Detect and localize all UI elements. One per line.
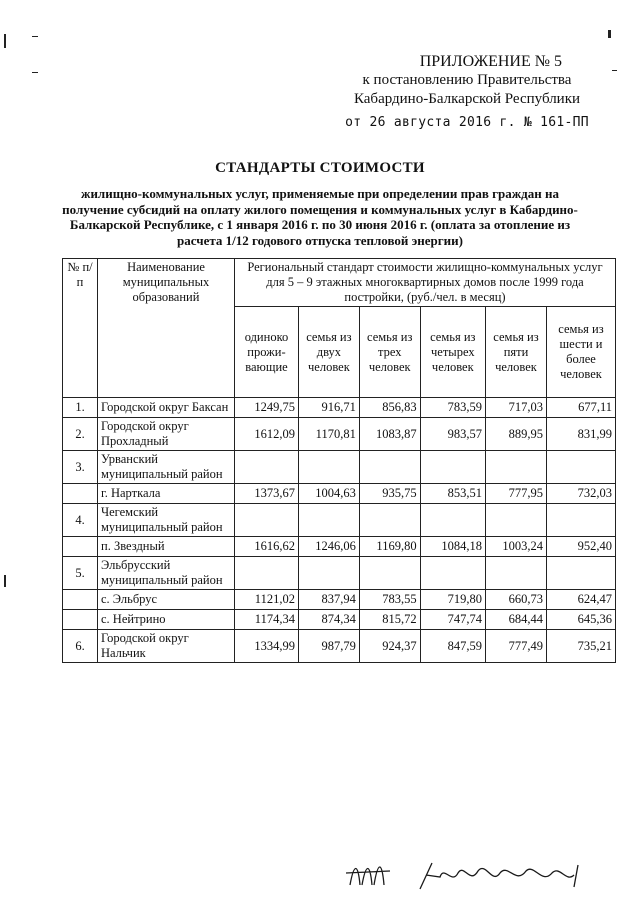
row-number xyxy=(63,484,98,504)
cost-value: 1616,62 xyxy=(235,537,299,557)
scan-mark xyxy=(4,575,6,587)
subcolumn-header: семья из трех человек xyxy=(359,307,420,398)
empty-cell xyxy=(486,504,547,537)
table-row xyxy=(63,451,616,484)
empty-cell xyxy=(420,451,485,484)
row-number: 1. xyxy=(63,398,98,418)
cost-value: 645,36 xyxy=(546,610,615,630)
table-row xyxy=(63,610,616,630)
subcolumn-header: одиноко прожи-вающие xyxy=(235,307,299,398)
table-row xyxy=(63,504,616,537)
municipality-name: Городской округ Баксан xyxy=(98,398,235,418)
cost-value: 735,21 xyxy=(546,630,615,663)
empty-cell xyxy=(235,451,299,484)
empty-cell xyxy=(420,557,485,590)
row-number: 6. xyxy=(63,630,98,663)
appendix-government: Кабардино-Балкарской Республики xyxy=(353,91,581,107)
cost-value: 983,57 xyxy=(420,418,485,451)
subcolumn-header: семья из пяти человек xyxy=(486,307,547,398)
municipality-name: Чегемский муниципальный район xyxy=(98,504,235,537)
scan-mark xyxy=(4,34,6,48)
empty-cell xyxy=(420,504,485,537)
cost-value: 1373,67 xyxy=(235,484,299,504)
appendix-header xyxy=(342,52,592,132)
cost-value: 684,44 xyxy=(486,610,547,630)
empty-cell xyxy=(298,504,359,537)
scan-mark xyxy=(612,70,617,71)
cost-value: 1249,75 xyxy=(235,398,299,418)
table-row xyxy=(63,537,616,557)
cost-value: 747,74 xyxy=(420,610,485,630)
subcolumn-header: семья из шести и более человек xyxy=(546,307,615,398)
row-number: 3. xyxy=(63,451,98,484)
cost-value: 815,72 xyxy=(359,610,420,630)
subcolumn-header: семья из двух человек xyxy=(298,307,359,398)
table-row xyxy=(63,630,616,663)
column-header-name: Наименование муниципальных образований xyxy=(98,259,235,398)
cost-value: 677,11 xyxy=(546,398,615,418)
scan-mark xyxy=(608,30,611,38)
row-number: 2. xyxy=(63,418,98,451)
cost-value: 1083,87 xyxy=(359,418,420,451)
row-number: 4. xyxy=(63,504,98,537)
cost-value: 1174,34 xyxy=(235,610,299,630)
cost-value: 1612,09 xyxy=(235,418,299,451)
cost-value: 847,59 xyxy=(420,630,485,663)
table-row xyxy=(63,590,616,610)
cost-value: 952,40 xyxy=(546,537,615,557)
cost-value: 853,51 xyxy=(420,484,485,504)
empty-cell xyxy=(486,451,547,484)
column-header-group: Региональный стандарт стоимости жилищно-коммунальных услуг для 5 – 9 этажных многоквартирных домов после 1999 года постройки, (руб./чел. в месяц) xyxy=(235,259,616,307)
cost-value: 1004,63 xyxy=(298,484,359,504)
document-subtitle: жилищно-коммунальных услуг, применяемые при определении прав граждан на получение субсидий на оплату жилого помещения и коммунальных услуг в Кабардино-Балкарской Республике, с 1 января 2016 г. по 30 июня 2016 г. (оплата за отопление из расчета 1/12 годового отпуска тепловой энергии) xyxy=(62,186,578,248)
cost-value: 660,73 xyxy=(486,590,547,610)
row-number xyxy=(63,610,98,630)
row-number: 5. xyxy=(63,557,98,590)
cost-value: 831,99 xyxy=(546,418,615,451)
settlement-name: п. Звездный xyxy=(98,537,235,557)
cost-value: 1170,81 xyxy=(298,418,359,451)
table-row xyxy=(63,484,616,504)
cost-value: 777,49 xyxy=(486,630,547,663)
cost-value: 1246,06 xyxy=(298,537,359,557)
municipality-name: Городской округ Прохладный xyxy=(98,418,235,451)
empty-cell xyxy=(359,557,420,590)
cost-value: 777,95 xyxy=(486,484,547,504)
empty-cell xyxy=(235,557,299,590)
municipality-name: Городской округ Нальчик xyxy=(98,630,235,663)
resolution-date: от 26 августа 2016 г. № 161-ПП xyxy=(345,115,589,130)
row-number xyxy=(63,590,98,610)
document-title: СТАНДАРТЫ СТОИМОСТИ xyxy=(215,160,425,176)
scan-mark xyxy=(32,36,38,37)
settlement-name: г. Нарткала xyxy=(98,484,235,504)
empty-cell xyxy=(546,557,615,590)
table-row xyxy=(63,418,616,451)
cost-value: 874,34 xyxy=(298,610,359,630)
cost-value: 916,71 xyxy=(298,398,359,418)
empty-cell xyxy=(298,557,359,590)
empty-cell xyxy=(359,451,420,484)
table-row xyxy=(63,557,616,590)
cost-standards-table xyxy=(62,258,616,663)
cost-value: 1121,02 xyxy=(235,590,299,610)
empty-cell xyxy=(359,504,420,537)
municipality-name: Урванский муниципальный район xyxy=(98,451,235,484)
cost-value: 719,80 xyxy=(420,590,485,610)
empty-cell xyxy=(546,504,615,537)
empty-cell xyxy=(546,451,615,484)
cost-value: 1084,18 xyxy=(420,537,485,557)
settlement-name: с. Эльбрус xyxy=(98,590,235,610)
column-header-number: № п/п xyxy=(63,259,98,398)
table-row xyxy=(63,398,616,418)
cost-value: 837,94 xyxy=(298,590,359,610)
handwritten-signature xyxy=(340,855,610,895)
settlement-name: с. Нейтрино xyxy=(98,610,235,630)
cost-value: 1003,24 xyxy=(486,537,547,557)
subcolumn-header: семья из четырех человек xyxy=(420,307,485,398)
cost-value: 732,03 xyxy=(546,484,615,504)
municipality-name: Эльбрусский муниципальный район xyxy=(98,557,235,590)
cost-value: 889,95 xyxy=(486,418,547,451)
cost-value: 987,79 xyxy=(298,630,359,663)
cost-value: 717,03 xyxy=(486,398,547,418)
row-number xyxy=(63,537,98,557)
cost-value: 1334,99 xyxy=(235,630,299,663)
cost-value: 624,47 xyxy=(546,590,615,610)
cost-value: 935,75 xyxy=(359,484,420,504)
cost-value: 783,55 xyxy=(359,590,420,610)
empty-cell xyxy=(298,451,359,484)
scan-mark xyxy=(32,72,38,73)
cost-value: 924,37 xyxy=(359,630,420,663)
cost-value: 1169,80 xyxy=(359,537,420,557)
appendix-number: ПРИЛОЖЕНИЕ № 5 xyxy=(419,53,562,70)
cost-value: 856,83 xyxy=(359,398,420,418)
appendix-reference: к постановлению Правительства xyxy=(362,72,572,88)
empty-cell xyxy=(486,557,547,590)
cost-value: 783,59 xyxy=(420,398,485,418)
empty-cell xyxy=(235,504,299,537)
